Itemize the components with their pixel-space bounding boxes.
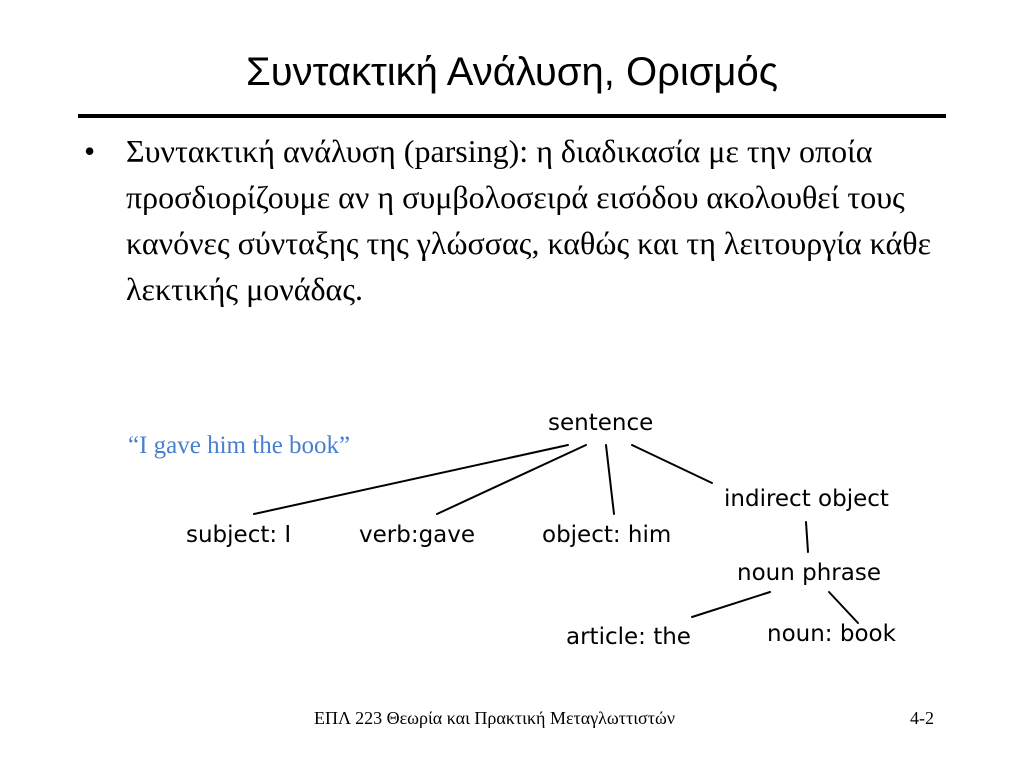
tree-node-subject: subject: I	[186, 522, 292, 548]
edge-sentence-indirect	[632, 445, 712, 483]
slide-title: Συντακτική Ανάλυση, Ορισμός	[246, 50, 778, 94]
bullet-text: Συντακτική ανάλυση (parsing): η διαδικασία με την οποία προσδιορίζουμε αν η συμβολοσειρά εισόδου ακολουθεί τους κανόνες σύνταξης της γλώσσας, καθώς και τη λειτουργία κάθε λεκτικής μονάδας.	[126, 133, 932, 307]
example-sentence: “I gave him the book”	[128, 432, 351, 459]
tree-node-verb: verb:gave	[359, 522, 476, 548]
edge-sentence-subject	[254, 445, 568, 514]
tree-node-indirect-object: indirect object	[724, 486, 889, 512]
tree-node-sentence: sentence	[548, 410, 654, 436]
tree-node-noun: noun: book	[767, 621, 896, 647]
edge-nounphrase-article	[692, 592, 770, 617]
footer-course: ΕΠΛ 223 Θεωρία και Πρακτική Μεταγλωττιστών	[314, 708, 675, 728]
edge-sentence-verb	[437, 445, 586, 514]
tree-node-object: object: him	[542, 522, 672, 548]
edge-sentence-object	[606, 445, 614, 514]
edge-indirect-nounphrase	[806, 522, 808, 552]
edge-nounphrase-noun	[829, 592, 858, 623]
tree-node-article: article: the	[566, 624, 691, 650]
footer-page-number: 4-2	[910, 708, 934, 728]
bullet-marker: •	[84, 133, 96, 169]
tree-node-noun-phrase: noun phrase	[737, 560, 881, 586]
